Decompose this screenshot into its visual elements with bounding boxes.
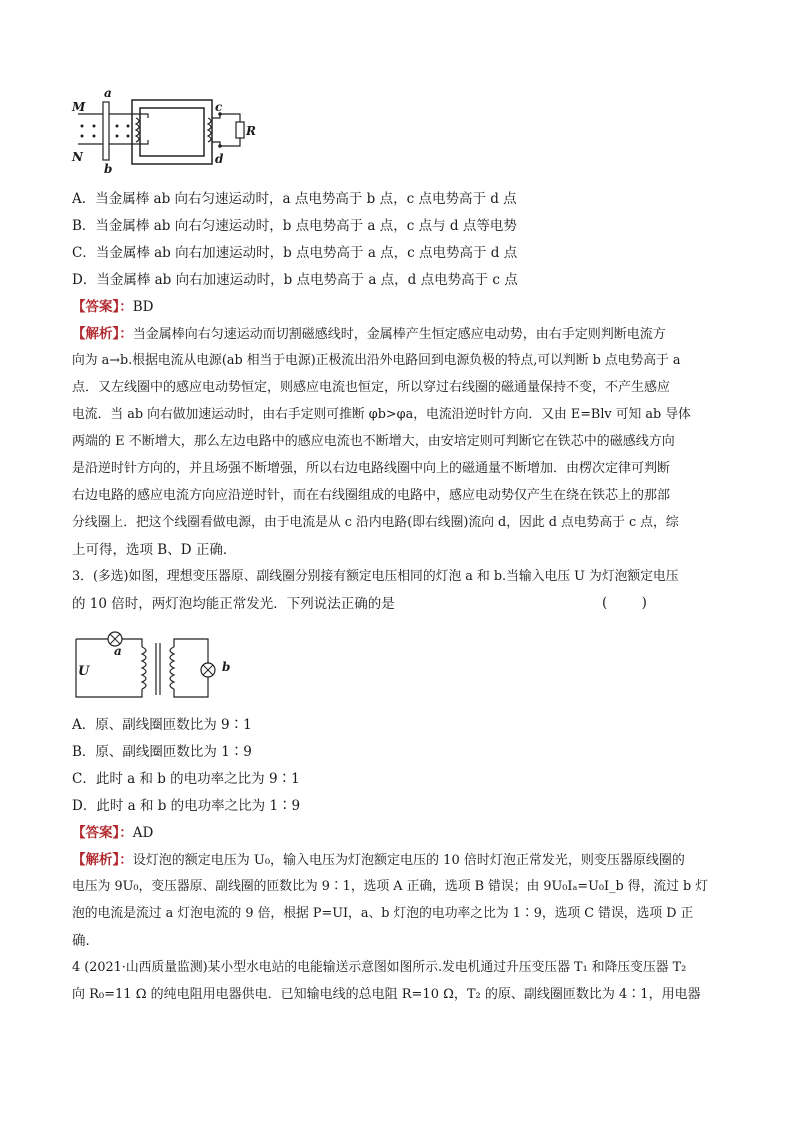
q3-answer-value: AD <box>132 825 154 841</box>
q2-option-a: A．当金属棒 ab 向右匀速运动时，a 点电势高于 b 点，c 点电势高于 d 点 <box>72 191 517 207</box>
figure-transformer-lamps <box>70 625 240 705</box>
q3-answer-row <box>72 824 722 842</box>
q3-option-c: C．此时 a 和 b 的电功率之比为 9∶1 <box>72 771 300 787</box>
q3-stem-line-1: 3．(多选)如图，理想变压器原、副线圈分别接有额定电压相同的灯泡 a 和 b.当输入电压 U 为灯泡额定电压 <box>72 569 679 584</box>
q3-answer-bracket: ( ) <box>602 595 647 611</box>
q2-analysis-row-1 <box>72 325 722 344</box>
fig2-label-b: b <box>222 660 231 674</box>
q2-analysis-line-5: 两端的 E 不断增大，那么左边电路中的感应电流也不断增大，由安培定则可判断它在铁芯中的磁感线方向 <box>72 434 675 449</box>
q3-stem-line-2: 的 10 倍时，两灯泡均能正常发光．下列说法正确的是 <box>72 596 395 612</box>
fig1-label-N: N <box>72 150 83 164</box>
q3-option-d: D．此时 a 和 b 的电功率之比为 1∶9 <box>72 798 301 814</box>
q2-analysis-line-9: 上可得，选项 B、D 正确． <box>72 542 237 558</box>
q4-line-1: 4 (2021·山西质量监测)某小型水电站的电能输送示意图如图所示.发电机通过升压变压器 T₁ 和降压变压器 T₂ <box>72 960 687 975</box>
q2-analysis-line-7: 右边电路的感应电流方向应沿逆时针，而在右线圈组成的电路中，感应电动势仅产生在绕在铁芯上的那部 <box>72 488 671 503</box>
q2-analysis-label: 【解析】： <box>72 326 133 342</box>
fig1-label-d: d <box>215 152 224 166</box>
figure-rails-transformer <box>70 92 260 172</box>
q2-analysis-line-6: 是沿逆时针方向的，并且场强不断增强，所以右边电路线圈中向上的磁通量不断增加．由楞次定律可判断 <box>72 461 671 476</box>
q2-analysis-line-4: 电流．当 ab 向右做加速运动时，由右手定则可推断 φb>φa，电流沿逆时针方向．又由 E=Blv 可知 ab 导体 <box>72 407 691 422</box>
q2-option-d: D．当金属棒 ab 向右加速运动时，b 点电势高于 a 点，d 点电势高于 c 点 <box>72 272 518 288</box>
q3-analysis-label: 【解析】： <box>72 852 133 868</box>
q3-option-a: A．原、副线圈匝数比为 9∶1 <box>72 717 252 733</box>
fig1-label-R: R <box>246 124 256 138</box>
q3-analysis-line-4: 确． <box>72 933 99 949</box>
q2-answer-label: 【答案】： <box>72 299 133 315</box>
q3-analysis-line-1: 设灯泡的额定电压为 U₀，输入电压为灯泡额定电压的 10 倍时灯泡正常发光，则变压器原线圈的 <box>132 853 685 868</box>
fig1-label-c: c <box>215 100 223 114</box>
fig1-label-b: b <box>104 162 113 176</box>
q2-analysis-line-3: 点．又左线圈中的感应电动势恒定，则感应电流也恒定，所以穿过右线圈的磁通量保持不变，不产生感应 <box>72 380 671 395</box>
q2-answer-value: BD <box>132 299 154 315</box>
q3-analysis-row-1 <box>72 851 722 870</box>
q2-analysis-line-2: 向为 a→b.根据电流从电源(ab 相当于电源)正极流出沿外电路回到电源负极的特点,可以判断 b 点电势高于 a <box>72 353 681 368</box>
q2-analysis-line-1: 当金属棒向右匀速运动而切割磁感线时，金属棒产生恒定感应电动势，由右手定则判断电流方 <box>132 327 666 342</box>
q2-option-c: C．当金属棒 ab 向右加速运动时，b 点电势高于 a 点，c 点电势高于 d 点 <box>72 245 518 261</box>
q2-answer-row <box>72 298 722 316</box>
fig1-label-a: a <box>104 86 112 100</box>
fig1-label-M: M <box>72 100 86 114</box>
q2-analysis-line-8: 分线圈上．把这个线圈看做电源，由于电流是从 c 沿内电路(即右线圈)流向 d，因此 d 点电势高于 c 点，综 <box>72 515 679 530</box>
q2-option-b: B．当金属棒 ab 向右匀速运动时，b 点电势高于 a 点，c 点与 d 点等电势 <box>72 218 517 234</box>
q3-option-b: B．原、副线圈匝数比为 1∶9 <box>72 744 252 760</box>
fig2-label-U: U <box>78 664 90 679</box>
fig2-label-a: a <box>114 644 122 658</box>
q3-answer-label: 【答案】： <box>72 825 133 841</box>
q3-analysis-line-3: 泡的电流是流过 a 灯泡电流的 9 倍，根据 P=UI，a、b 灯泡的电功率之比为 1∶9，选项 C 错误，选项 D 正 <box>72 906 694 921</box>
q4-line-2: 向 R₀=11 Ω 的纯电阻用电器供电．已知输电线的总电阻 R=10 Ω，T₂ 的原、副线圈匝数比为 4∶1，用电器 <box>72 987 701 1002</box>
q3-analysis-line-2: 电压为 9U₀，变压器原、副线圈的匝数比为 9∶1，选项 A 正确，选项 B 错误；由 9U₀Iₐ=U₀I_b 得，流过 b 灯 <box>72 879 709 894</box>
